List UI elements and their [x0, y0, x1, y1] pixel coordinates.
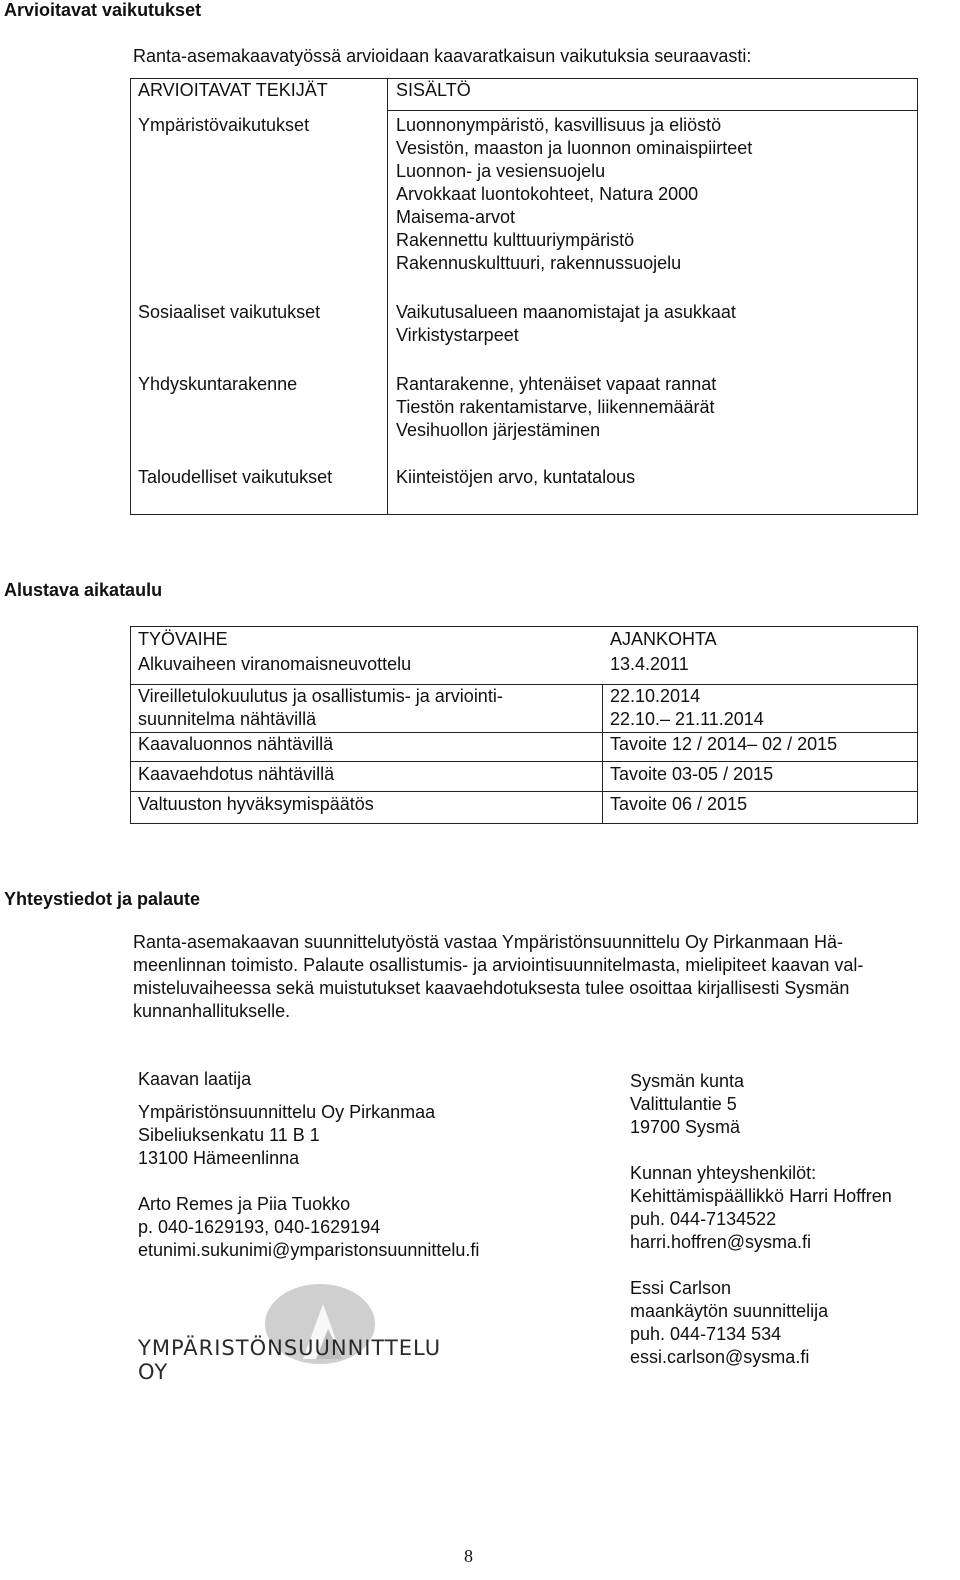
time-line: 22.10.2014 [610, 686, 701, 706]
schedule-time: Tavoite 12 / 2014– 02 / 2015 [610, 734, 838, 754]
planner-phone: p. 040-1629193, 040-1629194 [138, 1217, 381, 1237]
planner-company: Ympäristönsuunnittelu Oy Pirkanmaa [138, 1102, 436, 1122]
paragraph-line: Ranta-asemakaavan suunnittelutyöstä vastaa Ympäristönsuunnittelu Oy Pirkanmaan Hä- [133, 932, 844, 952]
planner-address: Sibeliuksenkatu 11 B 1 [138, 1125, 320, 1145]
contact-person-name: Essi Carlson [630, 1278, 732, 1298]
paragraph-line: misteluvaiheessa sekä muistutukset kaavaehdotuksesta tulee osoittaa kirjallisesti Sysmän [133, 978, 850, 998]
planner-email[interactable]: etunimi.sukunimi@ymparistonsuunnittelu.fi [138, 1240, 480, 1260]
impacts-table-divider [387, 78, 388, 515]
contact-person-role: maankäytön suunnittelija [630, 1301, 829, 1321]
schedule-table-divider [602, 684, 603, 824]
content-social [396, 301, 736, 347]
paragraph-line: kunnanhallitukselle. [133, 1001, 291, 1021]
impacts-intro: Ranta-asemakaavatyössä arvioidaan kaavaratkaisun vaikutuksia seuraavasti: [133, 46, 752, 66]
schedule-phase: Alkuvaiheen viranomaisneuvottelu [138, 654, 412, 674]
schedule-phase: Valtuuston hyväksymispäätös [138, 794, 374, 814]
content-economic [396, 466, 635, 489]
contacts-title: Kunnan yhteyshenkilöt: [630, 1163, 817, 1183]
impacts-heading: Arvioitavat vaikutukset [4, 0, 202, 20]
municipality-city: 19700 Sysmä [630, 1117, 741, 1137]
col-header-time: AJANKOHTA [610, 629, 717, 649]
contact-person-phone: puh. 044-7134522 [630, 1209, 777, 1229]
company-logo [138, 1284, 442, 1384]
content-item: Vesihuollon järjestäminen [396, 420, 601, 440]
planner-people: Arto Remes ja Piia Tuokko [138, 1194, 351, 1214]
content-item: Vesistön, maaston ja luonnon ominaispiirteet [396, 138, 753, 158]
schedule-phase: Kaavaehdotus nähtävillä [138, 764, 335, 784]
schedule-phase: Kaavaluonnos nähtävillä [138, 734, 334, 754]
content-environment [396, 114, 752, 275]
paragraph-line: meenlinnan toimisto. Palaute osallistumis- ja arviointisuunnitelmasta, mielipiteet kaavan val- [133, 955, 864, 975]
contact-paragraph [133, 931, 933, 1023]
contact-person-email[interactable]: essi.carlson@sysma.fi [630, 1347, 810, 1367]
schedule-row-rule [130, 761, 918, 762]
schedule-row-rule [130, 791, 918, 792]
time-line: 22.10.– 21.11.2014 [610, 709, 764, 729]
contact-person-name: Kehittämispäällikkö Harri Hoffren [630, 1186, 892, 1206]
content-item: Luonnon- ja vesiensuojelu [396, 161, 606, 181]
factor-environment: Ympäristövaikutukset [138, 115, 310, 135]
factor-social: Sosiaaliset vaikutukset [138, 302, 321, 322]
planner-title: Kaavan laatija [138, 1069, 252, 1089]
content-item: Kiinteistöjen arvo, kuntatalous [396, 467, 636, 487]
municipality-address: Valittulantie 5 [630, 1094, 737, 1114]
municipality-name: Sysmän kunta [630, 1071, 745, 1091]
planner-city: 13100 Hämeenlinna [138, 1148, 300, 1168]
phase-line: suunnitelma nähtävillä [138, 709, 317, 729]
logo-wordmark: YMPÄRISTÖNSUUNNITTELU OY [138, 1336, 442, 1384]
content-item: Rakennettu kulttuuriympäristö [396, 230, 635, 250]
schedule-time: 13.4.2011 [610, 654, 689, 674]
content-item: Virkistystarpeet [396, 325, 519, 345]
content-item: Vaikutusalueen maanomistajat ja asukkaat [396, 302, 736, 322]
col-header-factors: ARVIOITAVAT TEKIJÄT [138, 80, 328, 100]
schedule-time [610, 685, 764, 731]
schedule-time: Tavoite 06 / 2015 [610, 794, 748, 814]
col-header-content: SISÄLTÖ [396, 80, 471, 100]
schedule-heading: Alustava aikataulu [4, 580, 163, 600]
contact-heading: Yhteystiedot ja palaute [4, 889, 201, 909]
contact-person-phone: puh. 044-7134 534 [630, 1324, 782, 1344]
content-item: Arvokkaat luontokohteet, Natura 2000 [396, 184, 699, 204]
phase-line: Vireilletulokuulutus ja osallistumis- ja arviointi- [138, 686, 503, 706]
planner-contact [138, 1068, 479, 1262]
municipality-contact [630, 1070, 892, 1369]
schedule-time: Tavoite 03-05 / 2015 [610, 764, 774, 784]
schedule-phase [138, 685, 503, 731]
content-item: Rantarakenne, yhtenäiset vapaat rannat [396, 374, 717, 394]
content-item: Luonnonympäristö, kasvillisuus ja eliöstö [396, 115, 722, 135]
content-item: Maisema-arvot [396, 207, 516, 227]
col-header-phase: TYÖVAIHE [138, 629, 228, 649]
factor-community: Yhdyskuntarakenne [138, 374, 298, 394]
content-item: Rakennuskulttuuri, rakennussuojelu [396, 253, 682, 273]
contact-person-email[interactable]: harri.hoffren@sysma.fi [630, 1232, 812, 1252]
impacts-table-header-rule [387, 110, 918, 111]
page-number: 8 [464, 1546, 473, 1566]
content-community [396, 373, 716, 442]
factor-economic: Taloudelliset vaikutukset [138, 467, 333, 487]
content-item: Tiestön rakentamistarve, liikennemäärät [396, 397, 715, 417]
